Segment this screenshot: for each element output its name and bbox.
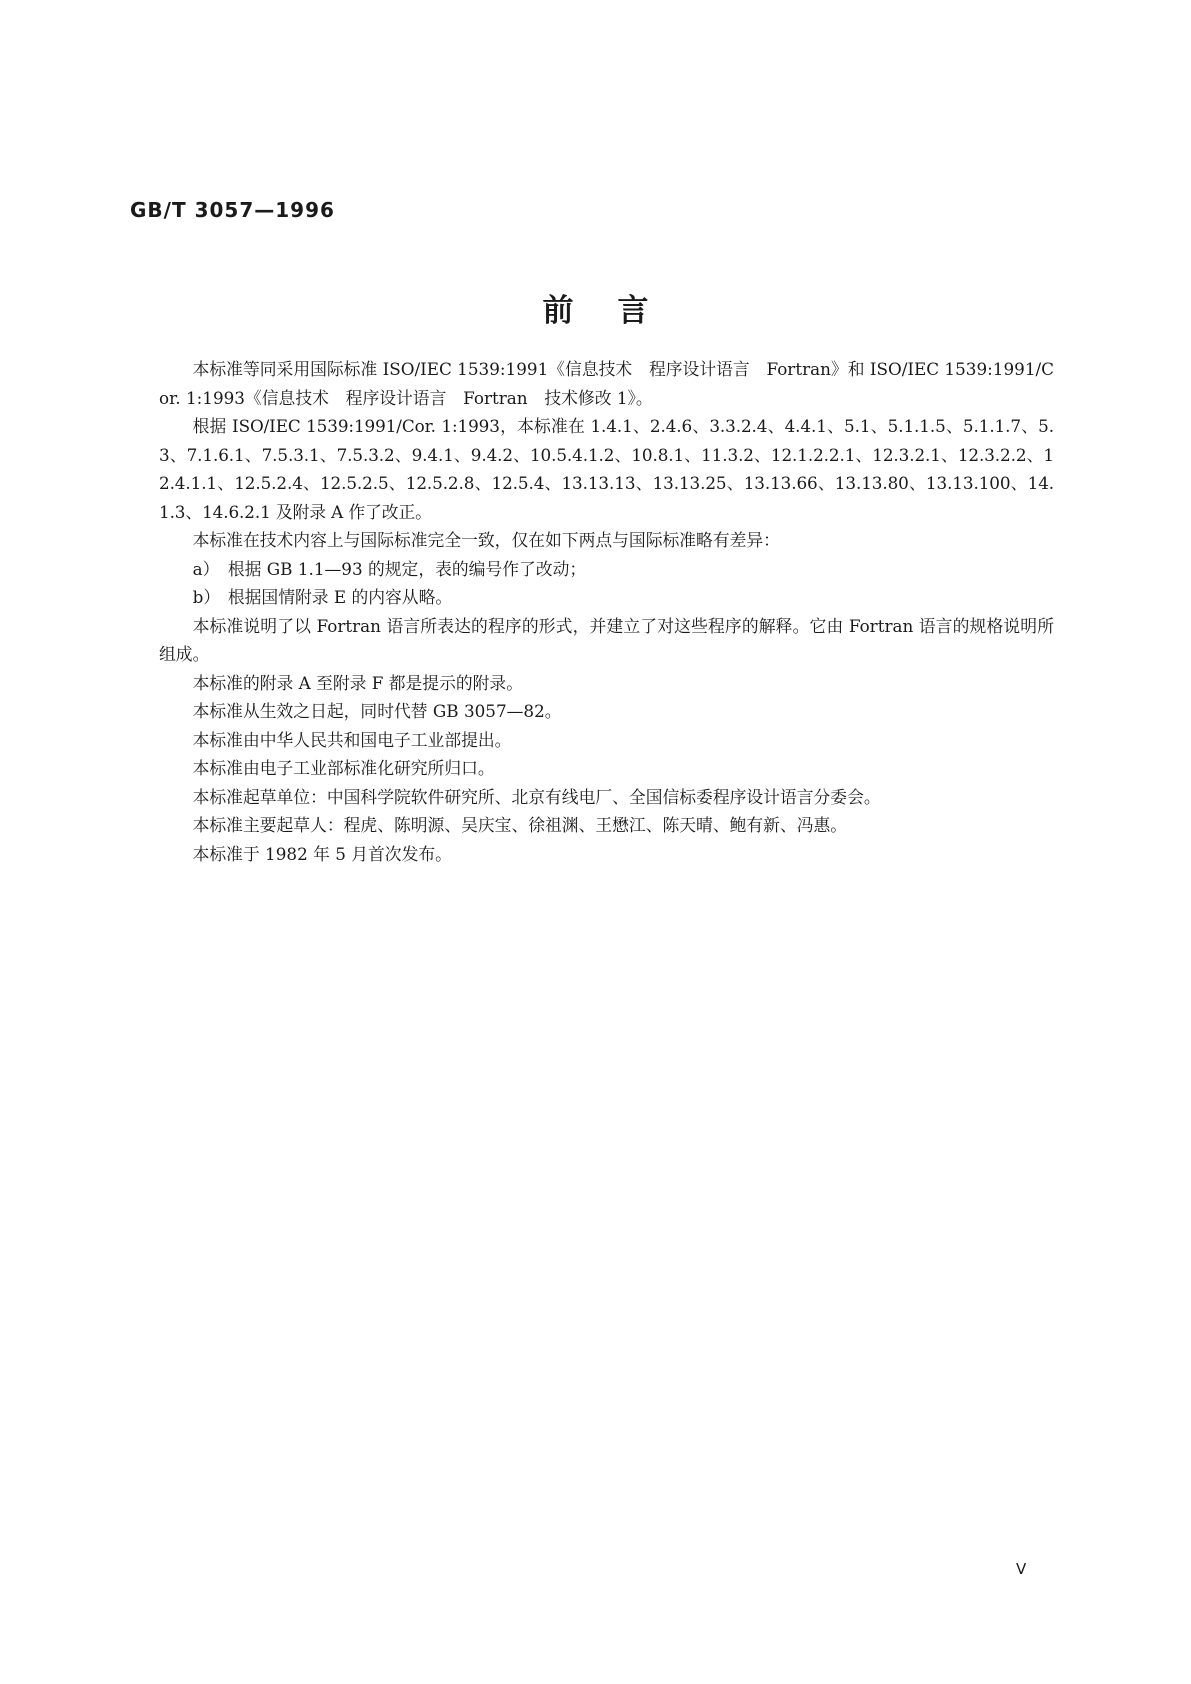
list-item-text: 根据国情附录 E 的内容从略。 — [227, 587, 453, 607]
page-title: 前言 — [542, 293, 693, 329]
paragraph-administered-by: 本标准由电子工业部标准化研究所归口。 — [192, 758, 495, 778]
paragraph-first-issued: 本标准于 1982 年 5 月首次发布。 — [192, 843, 452, 864]
list-item-text: 根据 GB 1.1—93 的规定，表的编号作了改动； — [227, 558, 587, 579]
list-marker: a） — [192, 558, 220, 579]
standard-code: GB/T 3057—1996 — [130, 198, 335, 222]
list-marker: b） — [192, 587, 221, 607]
paragraph-appendices: 本标准的附录 A 至附录 F 都是提示的附录。 — [192, 672, 523, 693]
paragraph-corrections: 根据 ISO/IEC 1539:1991/Cor. 1:1993，本标准在 1.4.1、2.4.6、3.3.2.4、4.4.1、5.1、5.1.1.5、5.1.1.7、5.3、7.1.6.1、7.5.3.1、7.5.3.2、9.4.1、9.4.2、10.5.4.1.2、10.8.1、11.3.2、12.1.2.2.1、12.3.2.1、12.3.2.2、12.4.1.1、12.5.2.4、12.5.2.5、12.5.2.8、12.5.4、13.13.13、13.13.25、13.13.66、13.13.80、13.13.100、14.1.3、14.6.2.1 及附录 A 作了改正。 — [159, 416, 1054, 522]
paragraph-drafting-units: 本标准起草单位：中国科学院软件研究所、北京有线电厂、全国信标委程序设计语言分委会。 — [192, 786, 881, 807]
list-item — [159, 555, 1054, 584]
paragraph-scope: 本标准说明了以 Fortran 语言所表达的程序的形式，并建立了对这些程序的解释。它由 Fortran 语言的规格说明所组成。 — [159, 615, 1054, 664]
list-item — [159, 583, 1054, 612]
paragraph-drafters: 本标准主要起草人：程虎、陈明源、吴庆宝、徐祖渊、王懋江、陈天晴、鲍有新、冯惠。 — [192, 815, 848, 835]
paragraph-supersedes: 本标准从生效之日起，同时代替 GB 3057—82。 — [192, 701, 562, 721]
paragraph-differences: 本标准在技术内容上与国际标准完全一致，仅在如下两点与国际标准略有差异： — [192, 530, 780, 550]
page-number: V — [1016, 1560, 1027, 1578]
preface-body — [159, 355, 1054, 868]
paragraph-adoption: 本标准等同采用国际标准 ISO/IEC 1539:1991《信息技术 程序设计语言 Fortran》和 ISO/IEC 1539:1991/Cor. 1:1993《信息技术 程序设计语言 Fortran 技术修改 1》。 — [159, 359, 1054, 408]
paragraph-proposed-by: 本标准由中华人民共和国电子工业部提出。 — [192, 729, 512, 750]
